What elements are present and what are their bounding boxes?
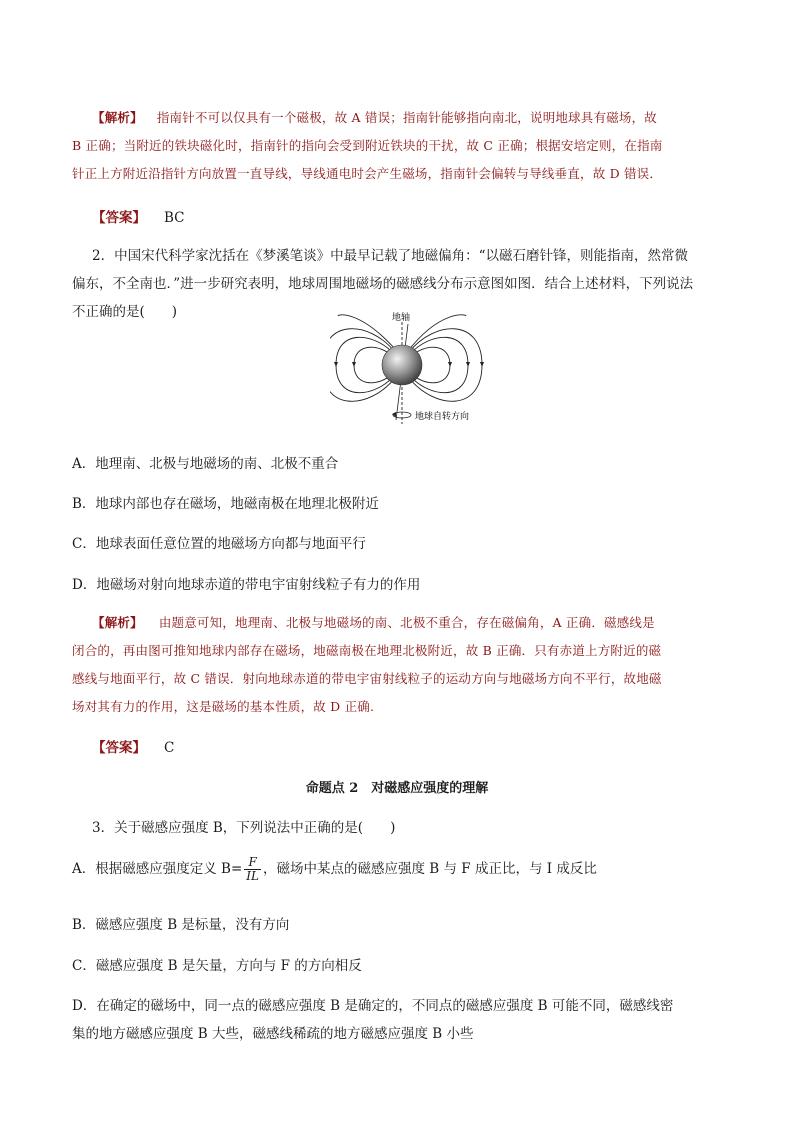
q1-analysis-line-3: 针正上方附近沿指针方向放置一直导线，导线通电时会产生磁场，指南针会偏转与导线垂直，故 D 错误． [72,166,663,181]
q2-stem-line-1: 2．中国宋代科学家沈括在《梦溪笔谈》中最早记载了地磁偏角：“以磁石磨针锋，则能指南，然常微 [92,248,688,264]
q2-answer [72,736,174,756]
earth-sphere [382,345,422,385]
rotation-label: 地球自转方向 [415,412,470,422]
q2-analysis-line-4: 场对其有力的作用，这是磁场的基本性质，故 D 正确. [72,699,375,714]
q2-option-a: A．地理南、北极与地磁场的南、北极不重合 [72,456,339,472]
q2-option-b: B．地球内部也存在磁场，地磁南极在地理北极附近 [72,496,379,512]
q3-option-a [72,856,597,883]
q2-analysis-tag: 【解析】 [92,615,143,630]
q1-analysis-text-1: 指南针不可以仅具有一个磁极，故 A 错误；指南针能够指向南北，说明地球具有磁场，故 [156,110,657,125]
q1-analysis-line-2: B 正确；当附近的铁块磁化时，指南针的指向会受到附近铁块的干扰，故 C 正确；根据安培定则，在指南 [72,138,663,153]
q3-stem: 3．关于磁感应强度 B，下列说法中正确的是( ) [92,820,396,836]
q2-option-d: D．地磁场对射向地球赤道的带电宇宙射线粒子有力的作用 [72,577,421,593]
q2-analysis-line-3: 感线与地面平行，故 C 错误．射向地球赤道的带电宇宙射线粒子的运动方向与地磁场方向不平行，故地磁 [72,671,662,686]
q2-answer-tag: 【答案】 [92,740,146,756]
q3-option-a-fraction [244,856,261,883]
q3-option-d-line-1: D．在确定的磁场中，同一点的磁感应强度 B 是确定的，不同点的磁感应强度 B 可能不同，磁感线密 [72,998,674,1014]
q2-stem-line-3: 不正确的是( ) [72,304,178,320]
q1-answer [72,206,185,226]
fraction-denominator: IL [246,869,259,883]
axis-label: 地轴 [392,313,411,323]
q1-analysis-line-1 [72,108,657,126]
q2-analysis-line-1 [72,613,655,631]
q2-analysis-text-1: 由题意可知，地理南、北极与地磁场的南、北极不重合，存在磁偏角，A 正确．磁感线是 [158,615,655,630]
q2-analysis-line-2: 闭合的，再由图可推知地球内部存在磁场，地磁南极在地理北极附近，故 B 正确．只有赤道上方附近的磁 [72,643,662,658]
q2-option-c: C．地球表面任意位置的地磁场方向都与地面平行 [72,536,366,552]
q1-analysis-tag: 【解析】 [92,110,143,125]
section-heading: 命题点 2 对磁感应强度的理解 [305,781,489,796]
q2-stem-line-2: 偏东，不全南也．”进一步研究表明，地球周围地磁场的磁感线分布示意图如图．结合上述材料，下列说法 [72,276,694,292]
earth-magnetic-field-figure [330,312,500,430]
q3-option-a-prefix: A．根据磁感应强度定义 B= [72,861,243,877]
q3-option-d-line-2: 集的地方磁感应强度 B 大些，磁感线稀疏的地方磁感应强度 B 小些 [72,1026,474,1042]
q3-option-c: C．磁感应强度 B 是矢量，方向与 F 的方向相反 [72,958,362,974]
q2-answer-value: C [164,740,175,756]
q3-option-b: B．磁感应强度 B 是标量，没有方向 [72,917,290,933]
q3-option-a-suffix: ，磁场中某点的磁感应强度 B 与 F 成正比，与 I 成反比 [263,861,597,877]
q1-answer-tag: 【答案】 [92,210,146,226]
fraction-numerator: F [244,856,261,870]
q1-answer-value: BC [164,210,185,226]
